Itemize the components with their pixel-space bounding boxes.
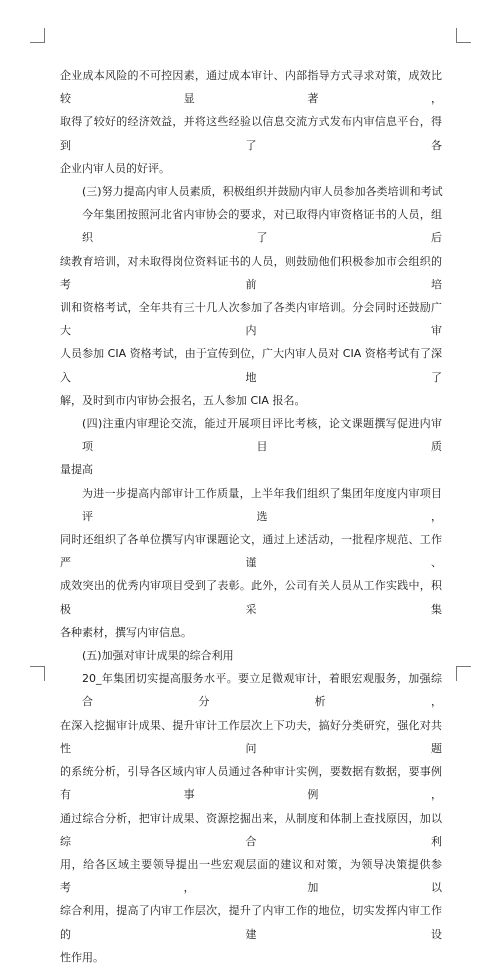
- text-line: 续教育培训，对未取得岗位资料证书的人员，则鼓励他们积极参加市会组织的考前培: [60, 254, 442, 291]
- text-line: 企业内审人员的好评。: [60, 161, 170, 175]
- crop-mark-bottom-right: [456, 666, 471, 681]
- text-line: 取得了较好的经济效益，并将这些经验以信息交流方式发布内审信息平台，得到了各: [60, 115, 442, 152]
- text-line: 20_年集团切实提高服务水平。要立足微观审计，着眼宏观服务，加强综合分析，: [82, 672, 442, 709]
- text-line: 综合利用，提高了内审工作层次，提升了内审工作的地位，切实发挥内审工作的建设: [60, 904, 442, 941]
- text-line: 通过综合分析，把审计成果、资源挖掘出来，从制度和体制上查找原因，加以综合利: [60, 811, 442, 848]
- paragraph-continued: [60, 64, 442, 180]
- text-line: 的系统分析，引导各区域内审人员通过各种审计实例，要数据有数据，要事例有事例，: [60, 765, 442, 802]
- text-line: 解，及时到市内审协会报名，五人参加 CIA 报名。: [60, 393, 306, 407]
- crop-mark-top-right: [456, 28, 471, 43]
- crop-mark-top-left: [30, 28, 45, 43]
- heading-line: (三)努力提高内审人员素质，积极组织并鼓励内审人员参加各类培训和考试: [82, 185, 443, 199]
- paragraph-training: [60, 203, 442, 412]
- heading-line: (五)加强对审计成果的综合利用: [82, 649, 234, 663]
- document-body: [60, 64, 442, 969]
- text-line: 同时还组织了各单位撰写内审课题论文，通过上述活动，一批程序规范、工作严谨、: [60, 533, 442, 570]
- section-heading-4: [60, 412, 442, 482]
- heading-line: 量提高: [60, 463, 93, 477]
- text-line: 训和资格考试，全年共有三十几人次参加了各类内审培训。分会同时还鼓励广大内审: [60, 301, 442, 338]
- crop-mark-bottom-left: [30, 666, 45, 681]
- text-line: 在深入挖掘审计成果、提升审计工作层次上下功夫，搞好分类研究，强化对共性问题: [60, 718, 442, 755]
- text-line: 成效突出的优秀内审项目受到了表彰。此外，公司有关人员从工作实践中，积极采集: [60, 579, 442, 616]
- section-heading-3: [60, 180, 442, 203]
- heading-line: (四)注重内审理论交流，能过开展项目评比考核，论文课题撰写促进内审项目质: [82, 417, 442, 454]
- text-line: 今年集团按照河北省内审协会的要求，对已取得内审资格证书的人员，组织了后: [82, 208, 442, 245]
- text-line: 性作用。: [60, 950, 104, 964]
- text-line: 各种素材，撰写内审信息。: [60, 625, 192, 639]
- text-line: 企业成本风险的不可控因素，通过成本审计、内部指导方式寻求对策，成效比较显著，: [60, 69, 442, 106]
- text-line: 用，给各区域主要领导提出一些宏观层面的建议和对策，为领导决策提供参考，加以: [60, 857, 442, 895]
- paragraph-audit-results: [60, 667, 442, 969]
- text-line: 为进一步提高内部审计工作质量，上半年我们组织了集团年度度内审项目评选，: [82, 486, 442, 523]
- section-heading-5: [60, 644, 442, 667]
- text-line: 人员参加 CIA 资格考试，由于宣传到位，广大内审人员对 CIA 资格考试有了深入地了: [60, 347, 442, 384]
- paragraph-project-review: [60, 482, 442, 644]
